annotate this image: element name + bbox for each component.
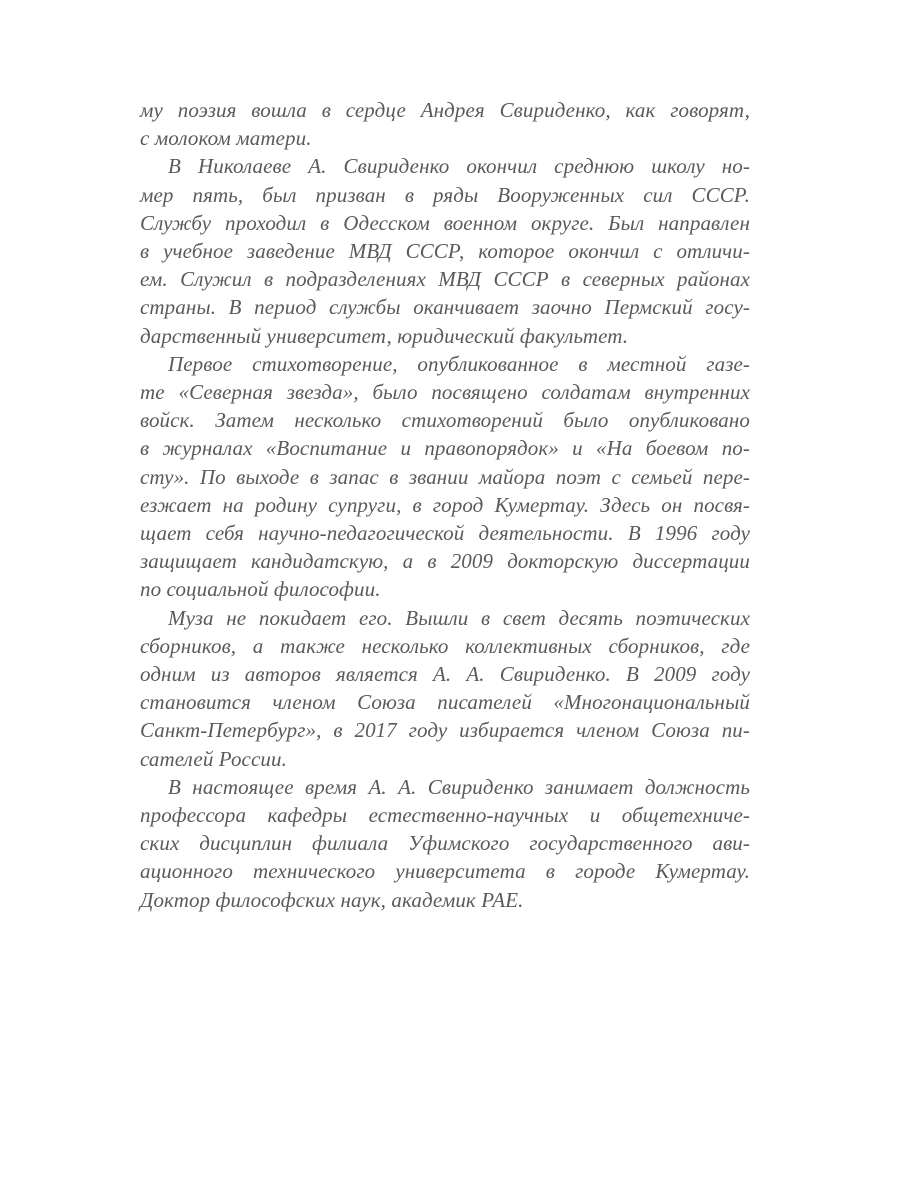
- paragraph: [140, 773, 750, 914]
- text-line: сателей России.: [140, 746, 287, 771]
- text-line: войск. Затем несколько стихотворений было опубликовано: [140, 408, 750, 433]
- text-line: му поэзия вошла в сердце Андрея Свириденко, как говорят,: [140, 98, 750, 122]
- text-line: Службу проходил в Одесском военном округе. Был направлен: [140, 210, 750, 235]
- text-line: сборников, а также несколько коллективных сборников, где: [140, 633, 750, 658]
- text-line: ационного технического университета в городе Кумертау.: [140, 859, 750, 884]
- text-line: защищает кандидатскую, а в 2009 докторскую диссертации: [140, 549, 750, 574]
- paragraph: [140, 152, 750, 349]
- text-line: Санкт-Петербург», в 2017 году избирается членом Союза пи-: [140, 718, 750, 743]
- text-line: мер пять, был призван в ряды Вооруженных сил СССР.: [140, 182, 750, 207]
- text-line: дарственный университет, юридический факультет.: [140, 323, 629, 348]
- text-line: те «Северная звезда», было посвящено солдатам внутренних: [140, 380, 750, 405]
- text-line: Доктор философских наук, академик РАЕ.: [140, 887, 524, 912]
- page-text: [140, 96, 750, 914]
- text-line: Муза не покидает его. Вышли в свет десять поэтических: [168, 605, 750, 630]
- text-line: в журналах «Воспитание и правопорядок» и «На боевом по-: [140, 436, 750, 461]
- text-line: Первое стихотворение, опубликованное в местной газе-: [168, 351, 750, 376]
- text-line: с молоком матери.: [140, 126, 312, 151]
- text-line: В Николаеве А. Свириденко окончил среднюю школу но-: [168, 154, 750, 179]
- text-line: ем. Служил в подразделениях МВД СССР в северных районах: [140, 267, 750, 292]
- paragraph: [140, 604, 750, 773]
- text-line: одним из авторов является А. А. Свириденко. В 2009 году: [140, 662, 750, 687]
- text-line: страны. В период службы оканчивает заочно Пермский госу-: [140, 295, 750, 320]
- text-line: профессора кафедры естественно-научных и общетехниче-: [140, 803, 750, 828]
- text-line: сту». По выходе в запас в звании майора поэт с семьей пере-: [140, 464, 750, 489]
- text-line: щает себя научно-педагогической деятельности. В 1996 году: [140, 521, 750, 546]
- paragraph: [140, 96, 750, 152]
- text-line: становится членом Союза писателей «Многонациональный: [140, 690, 750, 715]
- text-line: по социальной философии.: [140, 577, 381, 602]
- paragraph: [140, 350, 750, 604]
- text-line: В настоящее время А. А. Свириденко занимает должность: [168, 774, 750, 799]
- text-line: езжает на родину супруги, в город Кумертау. Здесь он посвя-: [140, 492, 750, 517]
- text-line: ских дисциплин филиала Уфимского государственного ави-: [140, 831, 750, 856]
- text-line: в учебное заведение МВД СССР, которое окончил с отличи-: [140, 239, 750, 264]
